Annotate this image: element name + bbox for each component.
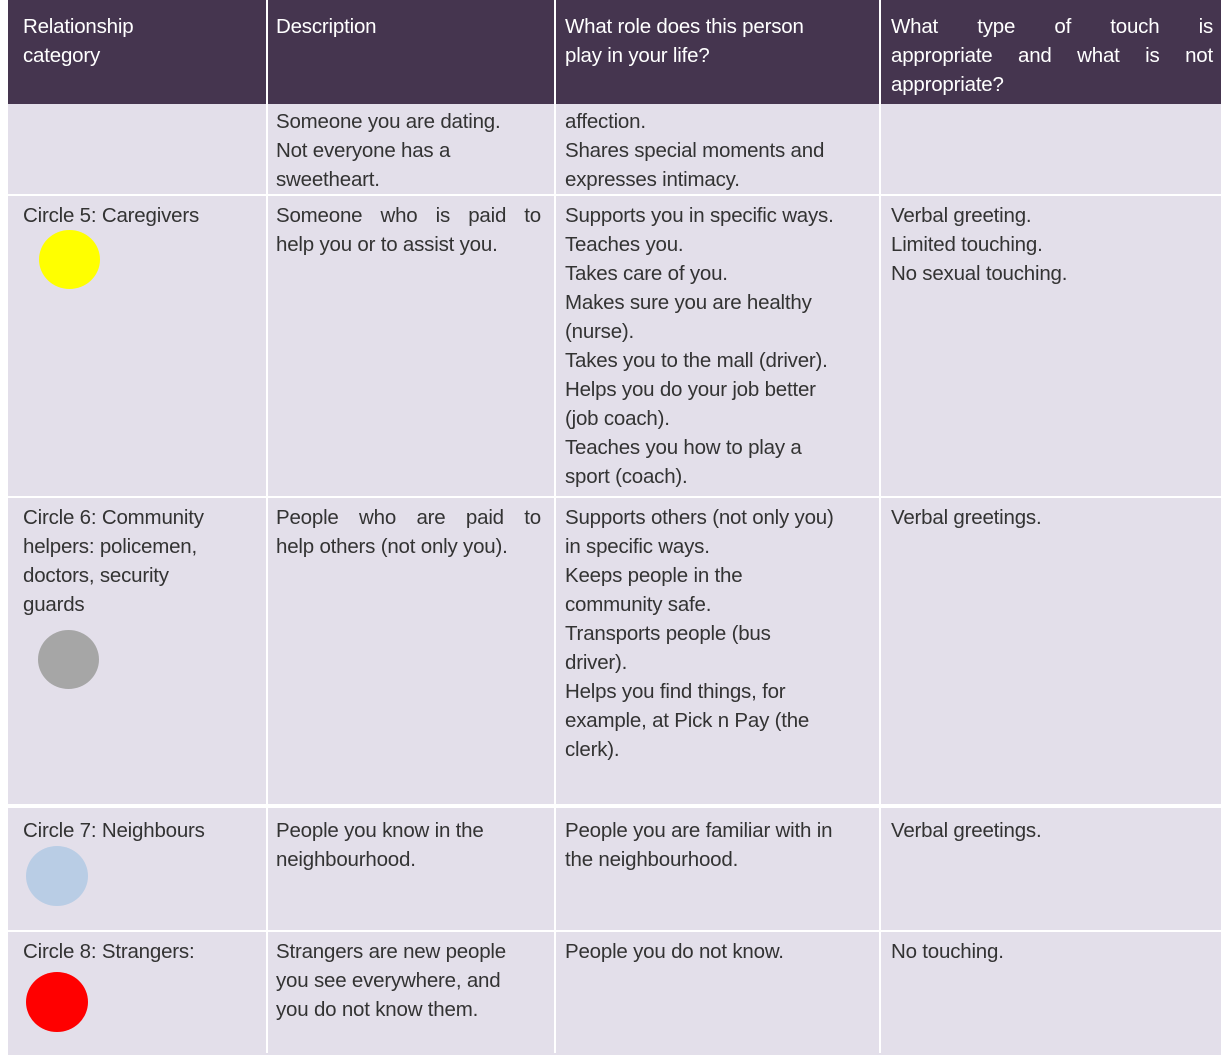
cell-text: Supports you in specific ways. <box>565 204 834 227</box>
cell-text: No touching. <box>891 940 1004 963</box>
cell-text: Supports others (not only you) <box>565 506 834 529</box>
grey-circle-icon <box>38 630 99 689</box>
cell-text: you do not know them. <box>276 998 479 1021</box>
cell-text: sweetheart. <box>276 168 380 191</box>
header-text: appropriate? <box>891 73 1004 96</box>
cell-text: sport (coach). <box>565 465 688 488</box>
category-label: guards <box>23 593 85 616</box>
cell-text: clerk). <box>565 738 620 761</box>
cell-text: Helps you find things, for <box>565 680 786 703</box>
header-text: appropriate and what is not <box>891 44 1213 67</box>
description-cell <box>276 498 541 561</box>
header-text: What role does this person <box>565 15 804 38</box>
role-cell <box>565 196 865 491</box>
cell-text: driver). <box>565 651 628 674</box>
cell-text: Limited touching. <box>891 233 1043 256</box>
cell-text: you see everywhere, and <box>276 969 501 992</box>
cell-text: No sexual touching. <box>891 262 1068 285</box>
category-cell <box>23 808 263 845</box>
header-text: Description <box>276 15 377 38</box>
table-row <box>8 806 1221 932</box>
cell-text: Transports people (bus <box>565 622 771 645</box>
cell-text: Teaches you. <box>565 233 684 256</box>
cell-text: People you do not know. <box>565 940 784 963</box>
cell-text: Someone you are dating. <box>276 110 501 133</box>
cell-text: Verbal greeting. <box>891 204 1032 227</box>
header-touch <box>891 0 1213 99</box>
table-row <box>8 496 1221 804</box>
cell-text: Makes sure you are healthy <box>565 291 812 314</box>
touch-cell <box>891 808 1213 845</box>
role-cell <box>565 932 865 966</box>
category-label: Circle 8: Strangers: <box>23 940 195 963</box>
table-row <box>8 194 1221 496</box>
header-role <box>565 0 865 70</box>
header-relationship-category <box>23 0 263 70</box>
role-cell <box>565 808 865 874</box>
role-cell <box>565 107 865 194</box>
category-label: Circle 5: Caregivers <box>23 204 199 227</box>
cell-text: Keeps people in the <box>565 564 743 587</box>
cell-text: Strangers are new people <box>276 940 506 963</box>
cell-text: community safe. <box>565 593 712 616</box>
cell-text: Verbal greetings. <box>891 506 1042 529</box>
category-cell <box>23 196 263 230</box>
cell-text: People you know in the <box>276 819 484 842</box>
description-cell <box>276 932 541 1024</box>
category-label: Circle 7: Neighbours <box>23 819 205 842</box>
cell-text: help you or to assist you. <box>276 233 498 256</box>
category-cell <box>23 498 263 619</box>
header-text: category <box>23 44 101 67</box>
header-text: Relationship <box>23 15 134 38</box>
cell-text: help others (not only you). <box>276 535 508 558</box>
cell-text: (job coach). <box>565 407 670 430</box>
header-text: play in your life? <box>565 44 710 67</box>
table-header-row <box>8 0 1221 104</box>
header-description <box>276 0 541 41</box>
cell-text: (nurse). <box>565 320 635 343</box>
cell-text: Someone who is paid to <box>276 204 541 227</box>
cell-text: expresses intimacy. <box>565 168 740 191</box>
cell-text: Shares special moments and <box>565 139 825 162</box>
touch-cell <box>891 932 1213 966</box>
cell-text: People you are familiar with in <box>565 819 833 842</box>
column-divider <box>879 0 881 1053</box>
table-row <box>8 104 1221 194</box>
yellow-circle-icon <box>39 230 100 289</box>
cell-text: Not everyone has a <box>276 139 451 162</box>
light-blue-circle-icon <box>26 846 88 906</box>
cell-text: Takes you to the mall (driver). <box>565 349 828 372</box>
cell-text: in specific ways. <box>565 535 710 558</box>
touch-cell <box>891 196 1213 288</box>
category-label: doctors, security <box>23 564 169 587</box>
table-row <box>8 930 1221 1055</box>
red-circle-icon <box>26 972 88 1032</box>
description-cell <box>276 107 541 194</box>
column-divider <box>266 0 268 1053</box>
cell-text: neighbourhood. <box>276 848 416 871</box>
touch-cell <box>891 498 1213 532</box>
role-cell <box>565 498 865 764</box>
description-cell <box>276 196 541 259</box>
cell-text: Teaches you how to play a <box>565 436 802 459</box>
cell-text: example, at Pick n Pay (the <box>565 709 810 732</box>
cell-text: affection. <box>565 110 646 133</box>
cell-text: Helps you do your job better <box>565 378 816 401</box>
cell-text: Takes care of you. <box>565 262 728 285</box>
cell-text: People who are paid to <box>276 506 541 529</box>
cell-text: Verbal greetings. <box>891 819 1042 842</box>
description-cell <box>276 808 541 874</box>
column-divider <box>554 0 556 1053</box>
header-text: What type of touch is <box>891 15 1213 38</box>
category-label: Circle 6: Community <box>23 506 204 529</box>
category-cell <box>23 932 263 966</box>
cell-text: the neighbourhood. <box>565 848 739 871</box>
category-label: helpers: policemen, <box>23 535 197 558</box>
relationship-circles-table <box>8 0 1221 1053</box>
